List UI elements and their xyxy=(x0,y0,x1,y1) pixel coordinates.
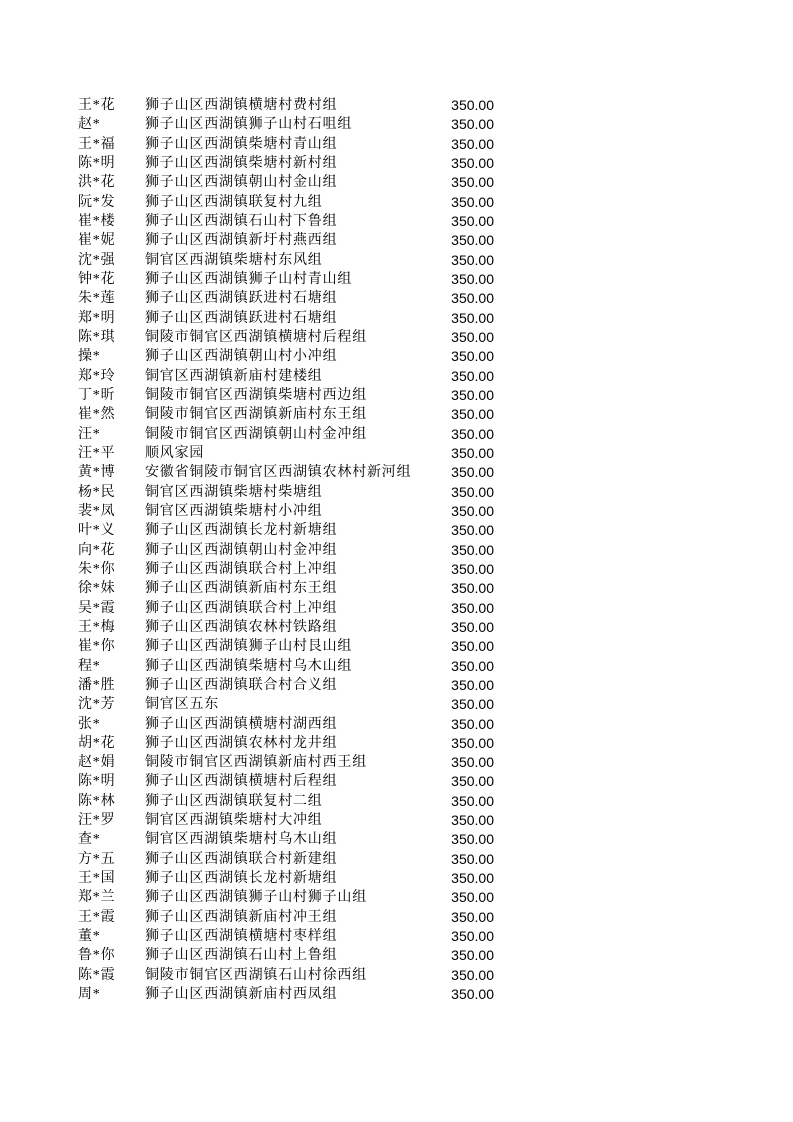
recipient-name: 张* xyxy=(78,716,101,732)
table-row xyxy=(78,386,494,405)
recipient-address: 铜官区西湖镇柴塘村柴塘组 xyxy=(145,484,323,500)
payment-amount: 350.00 xyxy=(451,831,494,848)
recipient-name: 胡*花 xyxy=(78,735,116,751)
recipient-name: 朱*你 xyxy=(78,561,116,577)
payment-amount: 350.00 xyxy=(451,116,494,133)
recipient-name: 陈*林 xyxy=(78,793,116,809)
table-row xyxy=(78,888,494,907)
table-row xyxy=(78,231,494,250)
recipient-address: 铜官区西湖镇柴塘村小冲组 xyxy=(145,503,323,519)
recipient-name: 查* xyxy=(78,832,101,848)
recipient-address: 狮子山区西湖镇朝山村小冲组 xyxy=(145,349,338,365)
recipient-name: 崔*你 xyxy=(78,639,116,655)
recipient-name: 杨*民 xyxy=(78,484,116,500)
payment-amount: 350.00 xyxy=(451,928,494,945)
recipient-address: 狮子山区西湖镇朝山村金冲组 xyxy=(145,542,338,558)
recipient-address: 铜陵市铜官区西湖镇新庙村东王组 xyxy=(145,407,367,423)
recipient-address: 狮子山区西湖镇新庙村西凤组 xyxy=(145,987,338,1003)
table-row xyxy=(78,463,494,482)
payment-amount: 350.00 xyxy=(451,986,494,1003)
recipient-address: 铜陵市铜官区西湖镇横塘村后程组 xyxy=(145,329,367,345)
payment-amount: 350.00 xyxy=(451,676,494,693)
payment-amount: 350.00 xyxy=(451,812,494,829)
payment-amount: 350.00 xyxy=(451,367,494,384)
recipient-name: 董* xyxy=(78,929,101,945)
table-row xyxy=(78,193,494,212)
payment-amount: 350.00 xyxy=(451,889,494,906)
recipient-name: 操* xyxy=(78,349,101,365)
table-row xyxy=(78,734,494,753)
table-row xyxy=(78,772,494,791)
recipient-address: 狮子山区西湖镇新圩村燕西组 xyxy=(145,233,338,249)
payment-amount: 350.00 xyxy=(451,966,494,983)
recipient-name: 方*五 xyxy=(78,851,116,867)
recipient-address: 狮子山区西湖镇长龙村新塘组 xyxy=(145,523,338,539)
recipient-name: 陈*明 xyxy=(78,774,116,790)
table-row xyxy=(78,830,494,849)
payment-amount: 350.00 xyxy=(451,290,494,307)
table-row xyxy=(78,927,494,946)
recipient-name: 崔*妮 xyxy=(78,233,116,249)
table-row xyxy=(78,270,494,289)
payment-amount: 350.00 xyxy=(451,174,494,191)
recipient-name: 徐*妹 xyxy=(78,581,116,597)
table-row xyxy=(78,212,494,231)
recipient-address: 铜陵市铜官区西湖镇石山村徐西组 xyxy=(145,967,367,983)
recipient-name: 王*花 xyxy=(78,98,116,113)
recipient-address: 狮子山区西湖镇联复村九组 xyxy=(145,194,323,210)
recipient-address: 狮子山区西湖镇联合村上冲组 xyxy=(145,561,338,577)
recipient-address: 狮子山区西湖镇横塘村后程组 xyxy=(145,774,338,790)
table-row xyxy=(78,541,494,560)
table-row xyxy=(78,579,494,598)
payment-amount: 350.00 xyxy=(451,154,494,171)
table-row xyxy=(78,618,494,637)
recipient-address: 狮子山区西湖镇朝山村金山组 xyxy=(145,175,338,191)
recipient-name: 鲁*你 xyxy=(78,948,116,964)
table-row xyxy=(78,328,494,347)
table-row xyxy=(78,753,494,772)
table-row xyxy=(78,367,494,386)
payment-amount: 350.00 xyxy=(451,560,494,577)
table-row xyxy=(78,715,494,734)
table-row xyxy=(78,135,494,154)
table-row xyxy=(78,289,494,308)
payment-amount: 350.00 xyxy=(451,850,494,867)
payment-amount: 350.00 xyxy=(451,522,494,539)
table-row xyxy=(78,869,494,888)
recipient-address: 狮子山区西湖镇石山村下鲁组 xyxy=(145,213,338,229)
recipient-name: 吴*霞 xyxy=(78,600,116,616)
table-row xyxy=(78,811,494,830)
recipient-name: 程* xyxy=(78,658,101,674)
recipient-address: 狮子山区西湖镇新庙村东王组 xyxy=(145,581,338,597)
payment-amount: 350.00 xyxy=(451,638,494,655)
payment-amount: 350.00 xyxy=(451,734,494,751)
payment-amount: 350.00 xyxy=(451,908,494,925)
recipient-address: 狮子山区西湖镇柴塘村青山组 xyxy=(145,136,338,152)
recipient-name: 黄*博 xyxy=(78,465,116,481)
payment-amount: 350.00 xyxy=(451,135,494,152)
recipient-address: 狮子山区西湖镇联合村合义组 xyxy=(145,677,338,693)
recipient-address: 铜陵市铜官区西湖镇新庙村西王组 xyxy=(145,755,367,771)
table-row xyxy=(78,173,494,192)
recipient-address: 狮子山区西湖镇长龙村新塘组 xyxy=(145,871,338,887)
payment-amount: 350.00 xyxy=(451,773,494,790)
payment-amount: 350.00 xyxy=(451,696,494,713)
table-row xyxy=(78,502,494,521)
table-row xyxy=(78,637,494,656)
recipient-name: 崔*然 xyxy=(78,407,116,423)
table-row xyxy=(78,309,494,328)
table-row xyxy=(78,908,494,927)
recipient-name: 赵* xyxy=(78,117,101,133)
table-row xyxy=(78,521,494,540)
recipient-address: 狮子山区西湖镇横塘村费村组 xyxy=(145,98,338,113)
table-row xyxy=(78,347,494,366)
payment-amount: 350.00 xyxy=(451,541,494,558)
recipient-name: 裴*凤 xyxy=(78,503,116,519)
recipient-address: 狮子山区西湖镇横塘村枣样组 xyxy=(145,929,338,945)
payment-amount: 350.00 xyxy=(451,270,494,287)
recipient-name: 沈*芳 xyxy=(78,697,116,713)
recipient-name: 向*花 xyxy=(78,542,116,558)
recipient-name: 赵*娟 xyxy=(78,755,116,771)
payment-amount: 350.00 xyxy=(451,599,494,616)
recipient-address: 安徽省铜陵市铜官区西湖镇农林村新河组 xyxy=(145,465,412,481)
recipient-address: 狮子山区西湖镇农林村龙井组 xyxy=(145,735,338,751)
payment-amount: 350.00 xyxy=(451,97,494,113)
payment-amount: 350.00 xyxy=(451,792,494,809)
recipient-address: 狮子山区西湖镇横塘村湖西组 xyxy=(145,716,338,732)
recipient-address: 狮子山区西湖镇狮子山村石咀组 xyxy=(145,117,353,133)
payment-amount: 350.00 xyxy=(451,348,494,365)
recipient-name: 洪*花 xyxy=(78,175,116,191)
recipient-name: 郑*明 xyxy=(78,310,116,326)
payment-amount: 350.00 xyxy=(451,580,494,597)
recipient-name: 郑*兰 xyxy=(78,890,116,906)
recipient-address: 铜官区西湖镇新庙村建楼组 xyxy=(145,368,323,384)
recipient-address: 狮子山区西湖镇联合村新建组 xyxy=(145,851,338,867)
recipient-name: 陈*明 xyxy=(78,155,116,171)
table-row xyxy=(78,154,494,173)
recipient-address: 铜官区西湖镇柴塘村大冲组 xyxy=(145,813,323,829)
table-row xyxy=(78,96,494,115)
payment-amount: 350.00 xyxy=(451,386,494,403)
recipient-name: 潘*胜 xyxy=(78,677,116,693)
table-row xyxy=(78,695,494,714)
table-row xyxy=(78,792,494,811)
recipient-name: 沈*强 xyxy=(78,252,116,268)
payment-amount: 350.00 xyxy=(451,212,494,229)
payment-amount: 350.00 xyxy=(451,715,494,732)
recipient-address: 铜陵市铜官区西湖镇柴塘村西边组 xyxy=(145,387,367,403)
table-row xyxy=(78,966,494,985)
recipient-address: 狮子山区西湖镇新庙村冲王组 xyxy=(145,909,338,925)
payment-amount: 350.00 xyxy=(451,444,494,461)
recipient-name: 周* xyxy=(78,987,101,1003)
table-row xyxy=(78,657,494,676)
recipient-name: 汪* xyxy=(78,426,101,442)
recipient-address: 铜陵市铜官区西湖镇朝山村金冲组 xyxy=(145,426,367,442)
recipient-address: 铜官区五东 xyxy=(145,697,219,713)
table-row xyxy=(78,850,494,869)
recipient-name: 王*霞 xyxy=(78,909,116,925)
payment-amount: 350.00 xyxy=(451,657,494,674)
recipient-name: 汪*罗 xyxy=(78,813,116,829)
payment-amount: 350.00 xyxy=(451,328,494,345)
payment-amount: 350.00 xyxy=(451,754,494,771)
recipient-address: 狮子山区西湖镇柴塘村乌木山组 xyxy=(145,658,353,674)
recipient-name: 阮*发 xyxy=(78,194,116,210)
table-row xyxy=(78,405,494,424)
recipient-address: 狮子山区西湖镇农林村铁路组 xyxy=(145,619,338,635)
payment-amount: 350.00 xyxy=(451,947,494,964)
payment-amount: 350.00 xyxy=(451,483,494,500)
table-row xyxy=(78,483,494,502)
payment-amount: 350.00 xyxy=(451,464,494,481)
records-table xyxy=(78,96,494,1004)
recipient-address: 狮子山区西湖镇跃进村石塘组 xyxy=(145,291,338,307)
payment-amount: 350.00 xyxy=(451,406,494,423)
recipient-name: 陈*霞 xyxy=(78,967,116,983)
recipient-address: 狮子山区西湖镇狮子山村青山组 xyxy=(145,271,353,287)
recipient-name: 丁*昕 xyxy=(78,387,116,403)
payment-amount: 350.00 xyxy=(451,309,494,326)
recipient-name: 王*福 xyxy=(78,136,116,152)
table-row xyxy=(78,425,494,444)
recipient-address: 铜官区西湖镇柴塘村乌木山组 xyxy=(145,832,338,848)
recipient-name: 崔*楼 xyxy=(78,213,116,229)
recipient-name: 王*梅 xyxy=(78,619,116,635)
table-row xyxy=(78,599,494,618)
recipient-address: 狮子山区西湖镇柴塘村新村组 xyxy=(145,155,338,171)
table-row xyxy=(78,251,494,270)
recipient-address: 狮子山区西湖镇联复村二组 xyxy=(145,793,323,809)
recipient-name: 钟*花 xyxy=(78,271,116,287)
table-row xyxy=(78,444,494,463)
payment-amount: 350.00 xyxy=(451,870,494,887)
recipient-address: 狮子山区西湖镇跃进村石塘组 xyxy=(145,310,338,326)
recipient-name: 陈*琪 xyxy=(78,329,116,345)
recipient-name: 叶*义 xyxy=(78,523,116,539)
recipient-address: 狮子山区西湖镇石山村上鲁组 xyxy=(145,948,338,964)
payment-amount: 350.00 xyxy=(451,251,494,268)
recipient-address: 顺风家园 xyxy=(145,445,205,461)
payment-amount: 350.00 xyxy=(451,425,494,442)
payment-amount: 350.00 xyxy=(451,618,494,635)
recipient-address: 狮子山区西湖镇狮子山村艮山组 xyxy=(145,639,353,655)
recipient-name: 汪*平 xyxy=(78,445,116,461)
recipient-name: 朱*莲 xyxy=(78,291,116,307)
recipient-name: 郑*玲 xyxy=(78,368,116,384)
table-row xyxy=(78,115,494,134)
recipient-address: 狮子山区西湖镇狮子山村狮子山组 xyxy=(145,890,367,906)
payment-amount: 350.00 xyxy=(451,502,494,519)
recipient-address: 狮子山区西湖镇联合村上冲组 xyxy=(145,600,338,616)
table-row xyxy=(78,985,494,1004)
table-row xyxy=(78,560,494,579)
table-row xyxy=(78,676,494,695)
recipient-address: 铜官区西湖镇柴塘村东风组 xyxy=(145,252,323,268)
payment-amount: 350.00 xyxy=(451,232,494,249)
recipient-name: 王*国 xyxy=(78,871,116,887)
payment-amount: 350.00 xyxy=(451,193,494,210)
table-row xyxy=(78,946,494,965)
